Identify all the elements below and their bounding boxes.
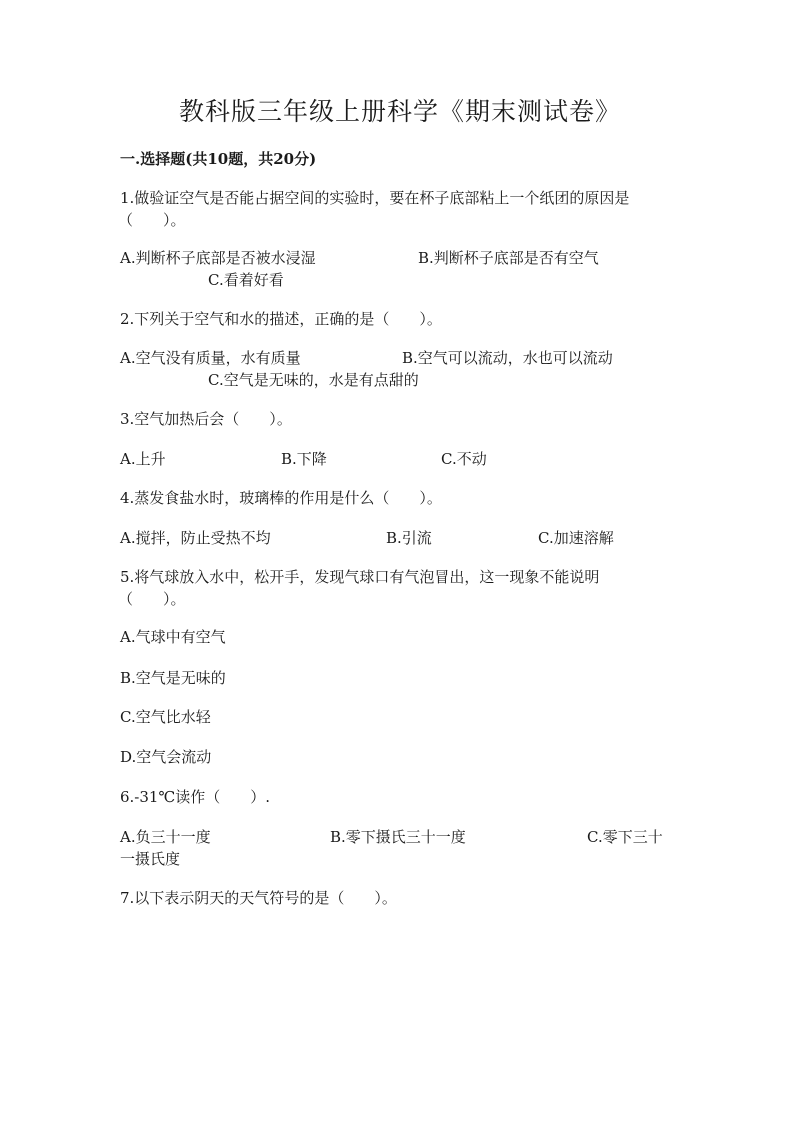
question-2-stem: 2.下列关于空气和水的描述，正确的是（ ）。 — [120, 310, 442, 328]
question-6-option-a: A.负三十一度 — [120, 828, 211, 846]
question-4-stem: 4.蒸发食盐水时，玻璃棒的作用是什么（ ）。 — [120, 489, 442, 507]
question-5-stem: 5.将气球放入水中，松开手，发现气球口有气泡冒出，这一现象不能说明 — [120, 568, 600, 586]
question-4-option-c: C.加速溶解 — [538, 529, 614, 547]
question-1-option-c: C.看着好看 — [208, 271, 284, 289]
question-7-stem: 7.以下表示阴天的天气符号的是（ ）。 — [120, 889, 397, 907]
question-3-option-a: A.上升 — [120, 450, 166, 468]
question-5-option-b: B.空气是无味的 — [120, 669, 226, 687]
question-4-option-b: B.引流 — [386, 529, 432, 547]
question-1-stem: 1.做验证空气是否能占据空间的实验时，要在杯子底部粘上一个纸团的原因是 — [120, 189, 630, 207]
question-5-option-c: C.空气比水轻 — [120, 708, 211, 726]
question-1-option-a: A.判断杯子底部是否被水浸湿 — [120, 249, 316, 267]
question-3-option-c: C.不动 — [441, 450, 487, 468]
question-4-option-a: A.搅拌，防止受热不均 — [120, 529, 271, 547]
question-5-stem-cont: （ ）。 — [118, 590, 186, 608]
question-3-stem: 3.空气加热后会（ ）。 — [120, 410, 292, 428]
question-6-stem: 6.-31℃读作（ ）. — [120, 788, 271, 806]
question-1-option-b: B.判断杯子底部是否有空气 — [418, 249, 599, 267]
question-5-option-d: D.空气会流动 — [120, 748, 212, 766]
page-title: 教科版三年级上册科学《期末测试卷》 — [178, 97, 621, 126]
question-2-option-b: B.空气可以流动，水也可以流动 — [402, 349, 613, 367]
question-1-stem-cont: （ ）。 — [118, 211, 186, 229]
question-2-option-a: A.空气没有质量，水有质量 — [120, 349, 301, 367]
question-2-option-c: C.空气是无味的，水是有点甜的 — [208, 371, 419, 389]
question-5-option-a: A.气球中有空气 — [120, 628, 226, 646]
question-6-option-b: B.零下摄氏三十一度 — [330, 828, 466, 846]
question-6-option-c-cont: 一摄氏度 — [120, 850, 181, 868]
question-3-option-b: B.下降 — [281, 450, 327, 468]
question-6-option-c: C.零下三十 — [587, 828, 663, 846]
section-heading: 一.选择题(共10题，共20分) — [120, 150, 317, 168]
